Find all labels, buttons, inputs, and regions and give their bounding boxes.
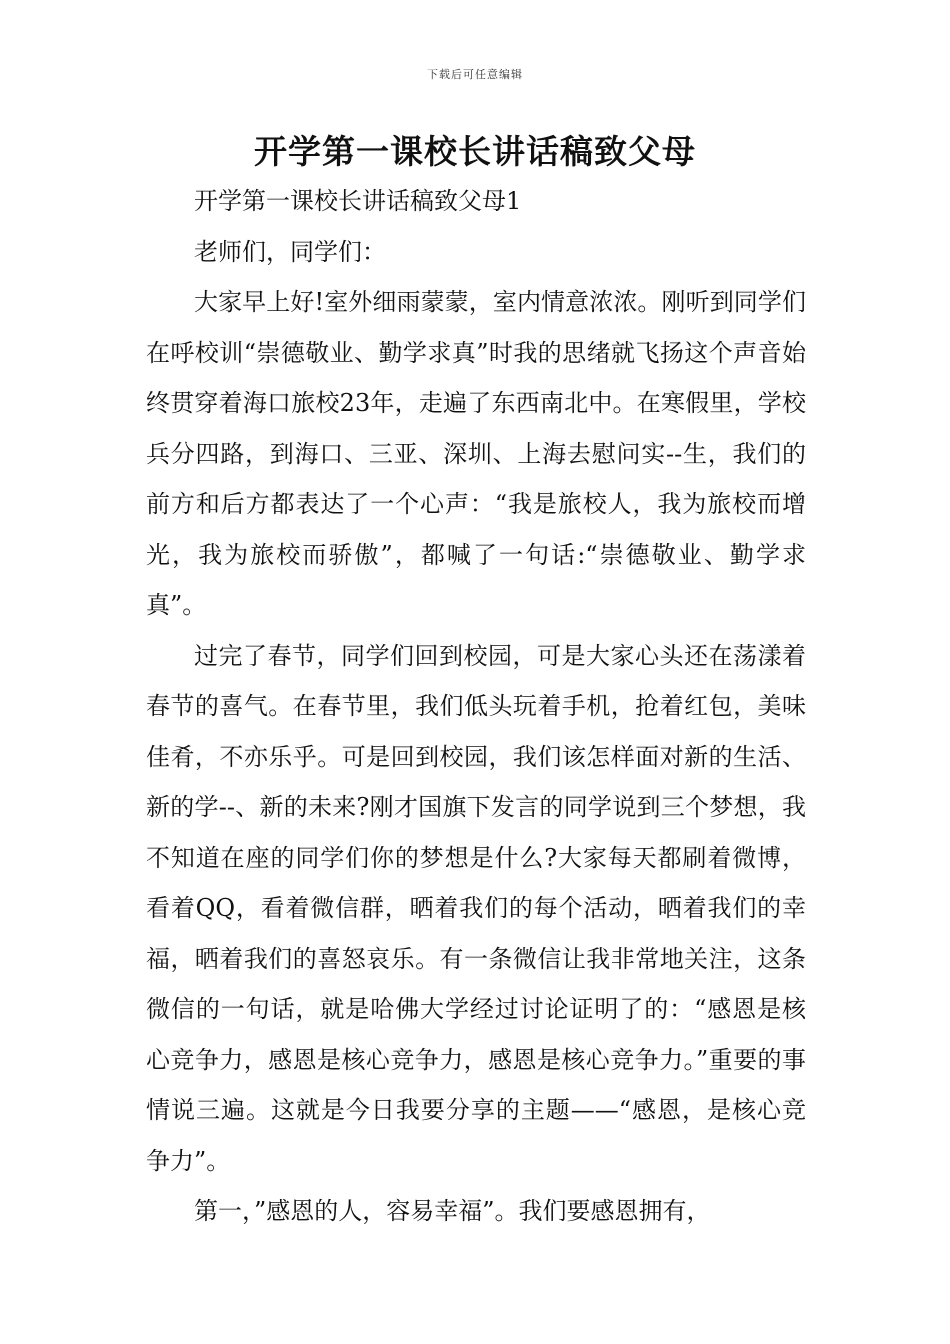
header-note: 下载后可任意编辑 <box>427 68 523 81</box>
document-title: 开学第一课校长讲话稿致父母 <box>254 132 696 171</box>
body-paragraph: 第一，”感恩的人，容易幸福”。我们要感恩拥有， <box>194 1197 711 1225</box>
document-body <box>146 176 806 1237</box>
body-paragraph: 过完了春节，同学们回到校园，可是大家心头还在荡漾着春节的喜气。在春节里，我们低头玩着手机，抢着红包，美味佳肴，不亦乐乎。可是回到校园，我们该怎样面对新的生活、新的学--、新的未来?刚才国旗下发言的同学说到三个梦想，我不知道在座的同学们你的梦想是什么?大家每天都刷着微博，看着QQ，看着微信群，晒着我们的每个活动，晒着我们的幸福，晒着我们的喜怒哀乐。有一条微信让我非常地关注，这条微信的一句话，就是哈佛大学经过讨论证明了的：“感恩是核心竞争力，感恩是核心竞争力，感恩是核心竞争力。”重要的事情说三遍。这就是今日我要分享的主题——“感恩，是核心竞争力”。 <box>146 641 806 1175</box>
salutation-paragraph: 老师们，同学们： <box>194 237 386 266</box>
subtitle-paragraph: 开学第一课校长讲话稿致父母1 <box>194 187 522 215</box>
body-paragraph: 大家早上好!室外细雨蒙蒙，室内情意浓浓。刚听到同学们在呼校训“崇德敬业、勤学求真”时我的思绪就飞扬这个声音始终贯穿着海口旅校23年，走遍了东西南北中。在寒假里，学校兵分四路，到海口、三亚、深圳、上海去慰问实--生，我们的前方和后方都表达了一个心声：“我是旅校人，我为旅校而增光，我为旅校而骄傲”，都喊了一句话:“崇德敬业、勤学求真”。 <box>146 288 806 619</box>
